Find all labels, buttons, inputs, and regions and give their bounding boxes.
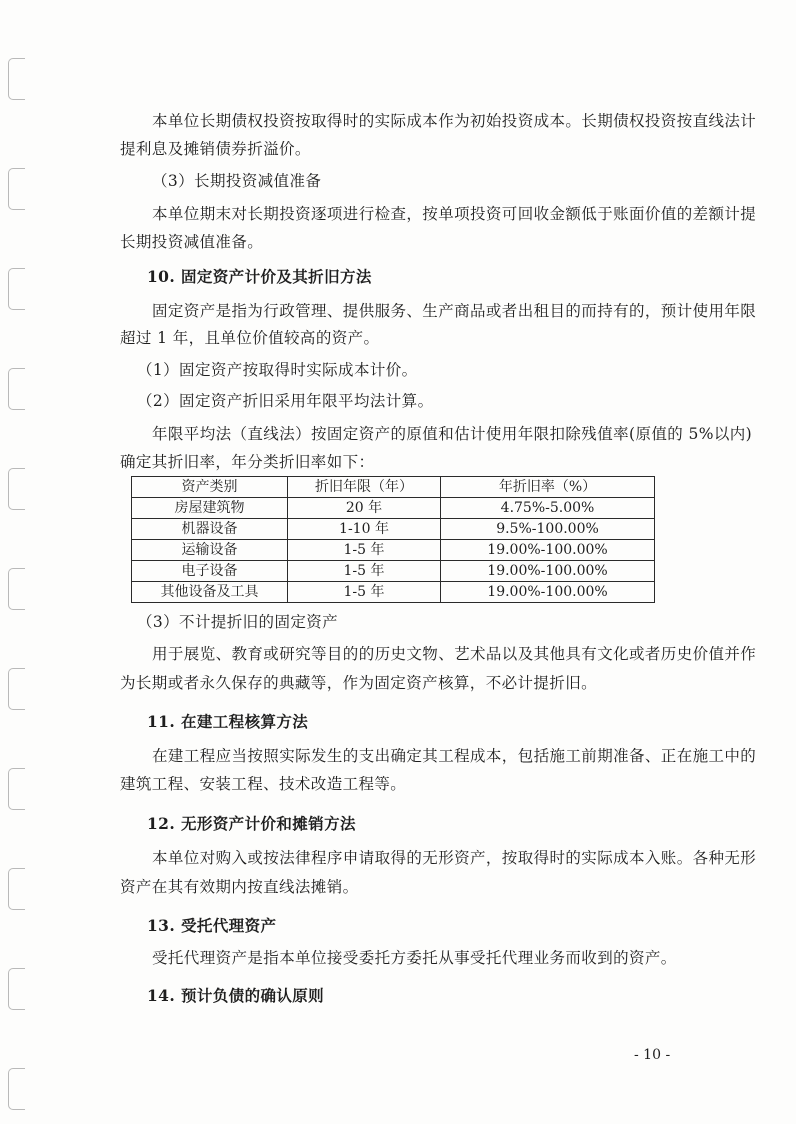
- table-row: [132, 582, 655, 603]
- table-header-cell: 年折旧率（%）: [441, 477, 655, 498]
- table-cell: 其他设备及工具: [132, 582, 288, 603]
- section-heading-12: 12. 无形资产计价和摊销方法: [147, 814, 356, 833]
- table-cell: 1-5 年: [288, 540, 441, 561]
- paragraph-line: 长期投资减值准备。: [120, 233, 264, 251]
- table-header-cell: 折旧年限（年）: [288, 477, 441, 498]
- list-item: （1）固定资产按取得时实际成本计价。: [137, 361, 418, 379]
- table-cell: 运输设备: [132, 540, 288, 561]
- section-heading-14: 14. 预计负债的确认原则: [147, 986, 325, 1005]
- table-header-cell: 资产类别: [132, 477, 288, 498]
- table-cell: 房屋建筑物: [132, 498, 288, 519]
- table-cell: 9.5%-100.00%: [441, 519, 655, 540]
- table-cell: 19.00%-100.00%: [441, 540, 655, 561]
- paragraph-line: 资产在其有效期内按直线法摊销。: [120, 878, 359, 896]
- paragraph-line: 受托代理资产是指本单位接受委托方委托从事受托代理业务而收到的资产。: [152, 949, 677, 967]
- section-heading-13: 13. 受托代理资产: [147, 916, 277, 935]
- table-cell: 电子设备: [132, 561, 288, 582]
- table-cell: 4.75%-5.00%: [441, 498, 655, 519]
- table-cell: 1-5 年: [288, 582, 441, 603]
- page-number: - 10 -: [634, 1047, 671, 1063]
- section-heading-11: 11. 在建工程核算方法: [147, 712, 309, 731]
- table-header-row: [132, 477, 655, 498]
- table-row: [132, 519, 655, 540]
- table-cell: 1-10 年: [288, 519, 441, 540]
- paragraph-line: 超过 1 年，且单位价值较高的资产。: [120, 329, 380, 347]
- paragraph-line: 固定资产是指为行政管理、提供服务、生产商品或者出租目的而持有的，预计使用年限: [152, 302, 757, 320]
- paragraph-line: 本单位长期债权投资按取得时的实际成本作为初始投资成本。长期债权投资按直线法计: [152, 112, 757, 130]
- binder-rings: [0, 0, 48, 1124]
- table-cell: 机器设备: [132, 519, 288, 540]
- paragraph-line: 年限平均法（直线法）按固定资产的原值和估计使用年限扣除残值率(原值的 5%以内): [152, 425, 753, 443]
- table-row: [132, 498, 655, 519]
- table-cell: 1-5 年: [288, 561, 441, 582]
- table-cell: 20 年: [288, 498, 441, 519]
- paragraph-line: 在建工程应当按照实际发生的支出确定其工程成本，包括施工前期准备、正在施工中的: [152, 747, 757, 765]
- paragraph-line: 为长期或者永久保存的典藏等，作为固定资产核算，不必计提折旧。: [120, 674, 598, 692]
- paragraph-line: 提利息及摊销债券折溢价。: [120, 140, 311, 158]
- paragraph-line: 建筑工程、安装工程、技术改造工程等。: [120, 775, 407, 793]
- list-item: （3）不计提折旧的固定资产: [137, 613, 339, 631]
- paragraph-line: 确定其折旧率，年分类折旧率如下：: [120, 453, 375, 471]
- table-row: [132, 561, 655, 582]
- table-row: [132, 540, 655, 561]
- paragraph-line: 用于展览、教育或研究等目的的历史文物、艺术品以及其他具有文化或者历史价值并作: [152, 645, 757, 663]
- depreciation-table: [131, 476, 655, 603]
- table-cell: 19.00%-100.00%: [441, 561, 655, 582]
- table-cell: 19.00%-100.00%: [441, 582, 655, 603]
- paragraph-line: 本单位对购入或按法律程序申请取得的无形资产，按取得时的实际成本入账。各种无形: [152, 849, 757, 867]
- paragraph-line: 本单位期末对长期投资逐项进行检查，按单项投资可回收金额低于账面价值的差额计提: [152, 205, 757, 223]
- list-item: （2）固定资产折旧采用年限平均法计算。: [137, 392, 434, 410]
- section-heading-10: 10. 固定资产计价及其折旧方法: [147, 267, 372, 286]
- subheading: （3）长期投资减值准备: [152, 172, 322, 190]
